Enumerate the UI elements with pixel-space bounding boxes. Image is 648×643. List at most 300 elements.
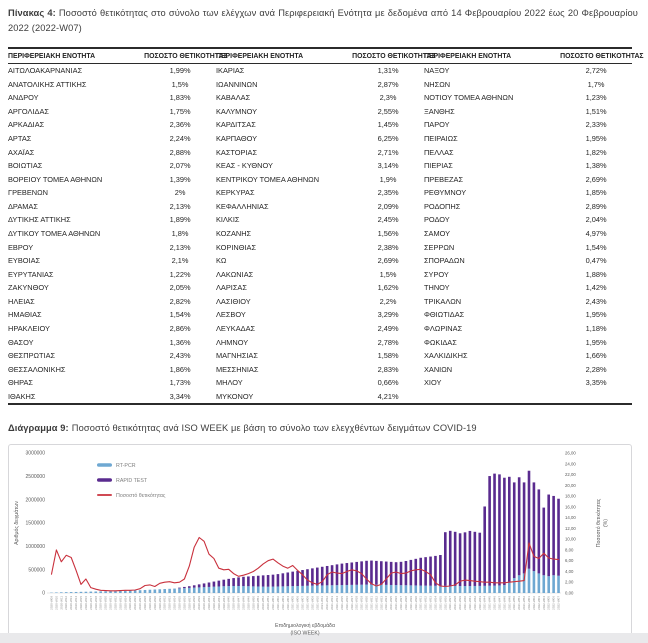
x-tick-label: 2021-W19 xyxy=(359,596,364,611)
bar-rapid-test xyxy=(365,561,368,585)
x-tick-label: 2022-W03 xyxy=(536,596,541,611)
cell-positivity: 1,95% xyxy=(585,310,607,320)
cell-region: ΦΩΚΙΔΑΣ xyxy=(423,337,457,347)
x-tick-label: 2021-W22 xyxy=(374,596,379,611)
x-tick-label: 2021-W37 xyxy=(448,596,453,611)
bar-rt-pcr xyxy=(282,587,285,594)
cell-region: ΑΡΤΑΣ xyxy=(8,133,32,143)
table-row xyxy=(8,390,632,405)
bar-rapid-test xyxy=(257,576,260,587)
cell-region: ΗΡΑΚΛΕΙΟΥ xyxy=(8,324,50,334)
bar-rt-pcr xyxy=(242,587,245,594)
x-tick-label: 2020-W46 xyxy=(231,596,236,611)
x-tick-label: 2021-W07 xyxy=(300,596,305,611)
cell-positivity: 2,04% xyxy=(585,215,607,225)
y-right-axis-title-unit: (%) xyxy=(603,519,609,528)
x-tick-label: 2020-W22 xyxy=(113,596,118,611)
cell-region: ΑΝΔΡΟΥ xyxy=(8,93,39,103)
bar-rapid-test xyxy=(291,572,294,586)
bar-rapid-test xyxy=(375,561,378,585)
cell-positivity: 1,54% xyxy=(169,310,191,320)
cell-region: ΙΩΑΝΝΙΝΩΝ xyxy=(215,79,258,89)
bar-rapid-test xyxy=(198,585,201,588)
bar-rapid-test xyxy=(542,508,545,576)
bar-rapid-test xyxy=(306,570,309,587)
x-tick-label: 2021-W29 xyxy=(408,596,413,611)
bar-rt-pcr xyxy=(218,587,221,594)
cell-region: ΕΥΡΥΤΑΝΙΑΣ xyxy=(8,269,54,279)
cell-positivity: 4,97% xyxy=(585,228,607,238)
y-right-tick-label: 20,00 xyxy=(565,483,576,489)
table-row xyxy=(8,376,632,390)
y-left-tick-label: 0 xyxy=(42,591,45,598)
page-bottom-background xyxy=(0,630,648,643)
table-row xyxy=(8,172,632,186)
x-tick-label: 2021-W20 xyxy=(364,596,369,611)
cell-region: ΧΙΟΥ xyxy=(423,378,442,388)
bar-rt-pcr xyxy=(365,585,368,593)
x-tick-label: 2020-W26 xyxy=(133,596,138,611)
x-tick-label: 2021-W02 xyxy=(275,596,280,611)
bar-rapid-test xyxy=(538,490,541,574)
cell-positivity: 1,39% xyxy=(169,174,191,184)
bar-rapid-test xyxy=(203,584,206,588)
bar-rt-pcr xyxy=(429,586,432,593)
cell-region xyxy=(424,390,560,405)
cell-region: ΚΑΣΤΟΡΙΑΣ xyxy=(215,147,258,157)
cell-region: ΒΟΡΕΙΟΥ ΤΟΜΕΑ ΑΘΗΝΩΝ xyxy=(8,174,103,184)
x-tick-label: 2021-W31 xyxy=(418,596,423,611)
bar-rapid-test xyxy=(429,557,432,586)
x-tick-label: 2020-W36 xyxy=(182,596,187,611)
bar-rapid-test xyxy=(469,531,472,586)
bar-rt-pcr xyxy=(306,586,309,593)
x-tick-label: 2020-W23 xyxy=(118,596,123,611)
cell-positivity: 2,24% xyxy=(169,133,191,143)
cell-region: ΚΑΒΑΛΑΣ xyxy=(215,93,251,103)
cell-positivity: 2,89% xyxy=(585,201,607,211)
bar-rt-pcr xyxy=(267,587,270,593)
bar-rt-pcr xyxy=(213,587,216,593)
bar-rt-pcr xyxy=(538,574,541,594)
bar-rapid-test xyxy=(523,483,526,574)
cell-positivity: 2,88% xyxy=(169,147,191,157)
table-row xyxy=(8,308,632,322)
bar-rt-pcr xyxy=(414,586,417,594)
x-tick-label: 2021-W01 xyxy=(271,596,275,611)
bar-rt-pcr xyxy=(144,590,147,593)
cell-positivity: 1,82% xyxy=(585,147,607,157)
bar-rapid-test xyxy=(518,478,521,576)
cell-positivity: 1,51% xyxy=(585,106,607,116)
bar-rapid-test xyxy=(232,579,235,587)
x-tick-label: 2021-W23 xyxy=(379,596,384,611)
cell-region: ΙΚΑΡΙΑΣ xyxy=(215,66,245,76)
cell-region: ΝΑΞΟΥ xyxy=(423,66,450,76)
bar-rt-pcr xyxy=(301,586,304,593)
bar-rt-pcr xyxy=(178,589,181,594)
cell-region: ΘΕΣΣΑΛΟΝΙΚΗΣ xyxy=(8,364,66,374)
bar-rapid-test xyxy=(213,582,216,587)
cell-region: ΚΙΛΚΙΣ xyxy=(215,215,240,225)
cell-positivity: 2,2% xyxy=(379,296,397,306)
bar-rapid-test xyxy=(286,573,289,587)
x-tick-label: 2020-W28 xyxy=(143,596,147,611)
bar-rapid-test xyxy=(227,579,230,586)
x-tick-label: 2020-W42 xyxy=(211,596,216,611)
x-tick-label: 2020-W16 xyxy=(83,596,88,611)
y-left-tick-label: 2500000 xyxy=(25,474,45,481)
bar-rt-pcr xyxy=(232,586,235,593)
cell-region: ΤΡΙΚΑΛΩΝ xyxy=(423,296,462,306)
bar-rt-pcr xyxy=(469,586,472,593)
x-tick-label: 2020-W34 xyxy=(172,596,177,611)
x-tick-label: 2020-W49 xyxy=(246,596,251,611)
cell-region: ΑΝΑΤΟΛΙΚΗΣ ΑΤΤΙΚΗΣ xyxy=(8,79,87,89)
y-right-tick-label: 6,00 xyxy=(565,558,574,564)
x-tick-label: 2020-W29 xyxy=(147,596,152,611)
cell-positivity: 2,86% xyxy=(169,324,191,334)
cell-region: ΡΟΔΟΠΗΣ xyxy=(423,201,461,211)
cell-region: ΕΥΒΟΙΑΣ xyxy=(8,256,41,266)
cell-positivity: 6,25% xyxy=(377,133,399,143)
x-axis-title: Επιδημιολογική εβδομάδα xyxy=(275,623,335,630)
x-tick-label: 2020-W31 xyxy=(157,596,162,611)
x-tick-label: 2021-W42 xyxy=(472,596,477,611)
cell-region: ΜΕΣΣΗΝΙΑΣ xyxy=(215,364,259,374)
col-header-pct-2: ΠΟΣΟΣΤΟ ΘΕΤΙΚΟΤΗΤΑΣ xyxy=(352,48,424,64)
x-tick-label: 2021-W33 xyxy=(428,596,433,611)
bar-rt-pcr xyxy=(336,586,339,594)
table-row xyxy=(8,159,632,173)
positivity-table xyxy=(8,47,644,405)
cell-region: ΚΑΡΔΙΤΣΑΣ xyxy=(215,120,256,130)
x-tick-label: 2021-W44 xyxy=(482,596,487,611)
x-tick-label: 2021-W03 xyxy=(280,596,285,611)
cell-positivity: 2,72% xyxy=(585,66,607,76)
x-tick-label: 2022-W01 xyxy=(527,596,531,611)
bar-rt-pcr xyxy=(528,569,531,593)
bar-rt-pcr xyxy=(119,591,122,593)
cell-region: ΣΥΡΟΥ xyxy=(423,269,449,279)
bar-rt-pcr xyxy=(405,586,408,594)
x-tick-label: 2021-W45 xyxy=(487,596,492,611)
bar-rapid-test xyxy=(380,562,383,586)
bar-rt-pcr xyxy=(90,592,93,593)
x-tick-label: 2020-W14 xyxy=(74,596,79,611)
cell-region: ΚΕΦΑΛΛΗΝΙΑΣ xyxy=(215,201,269,211)
x-tick-label: 2020-W30 xyxy=(152,596,157,611)
cell-positivity: 1,89% xyxy=(169,215,191,225)
bar-rapid-test xyxy=(346,563,349,585)
col-header-pct-3: ΠΟΣΟΣΤΟ ΘΕΤΙΚΟΤΗΤΑΣ xyxy=(560,48,632,64)
cell-positivity: 2,07% xyxy=(169,161,191,171)
bar-rapid-test xyxy=(444,533,447,587)
bar-rt-pcr xyxy=(80,592,83,593)
bar-rt-pcr xyxy=(286,587,289,594)
bar-rt-pcr xyxy=(168,589,171,593)
bar-rapid-test xyxy=(493,474,496,586)
bar-rt-pcr xyxy=(222,587,225,594)
y-right-tick-label: 2,00 xyxy=(565,580,574,586)
cell-region: ΛΕΥΚΑΔΑΣ xyxy=(215,324,256,334)
x-tick-label: 2020-W12 xyxy=(64,596,69,611)
bar-rapid-test xyxy=(547,495,550,577)
table-row xyxy=(8,63,632,77)
bar-rapid-test xyxy=(410,560,413,585)
bar-rapid-test xyxy=(508,477,511,582)
cell-region: ΡΟΔΟΥ xyxy=(423,215,450,225)
cell-region: ΒΟΙΩΤΙΑΣ xyxy=(8,161,43,171)
y-right-tick-label: 12,00 xyxy=(565,526,576,532)
x-tick-label: 2020-W09 xyxy=(49,596,54,611)
positivity-line xyxy=(52,538,559,591)
x-tick-label: 2022-W07 xyxy=(556,596,561,611)
bar-rt-pcr xyxy=(154,590,157,594)
x-tick-label: 2020-W41 xyxy=(207,596,211,611)
cell-region: ΛΑΡΙΣΑΣ xyxy=(215,283,247,293)
bar-rt-pcr xyxy=(454,586,457,593)
bar-rapid-test xyxy=(478,533,481,586)
cell-region: ΤΗΝΟΥ xyxy=(423,283,450,293)
bar-rt-pcr xyxy=(508,582,511,593)
bar-rapid-test xyxy=(474,532,477,586)
cell-positivity: 1,9% xyxy=(379,174,397,184)
legend-label: RAPID TEST xyxy=(116,478,148,485)
cell-positivity: 1,95% xyxy=(585,337,607,347)
x-tick-label: 2021-W15 xyxy=(339,596,344,611)
y-right-tick-label: 14,00 xyxy=(565,515,576,521)
legend-swatch-positivity-line xyxy=(97,495,112,497)
bar-rt-pcr xyxy=(557,576,560,593)
x-tick-label: 2021-W11 xyxy=(320,596,325,611)
cell-positivity: 2,45% xyxy=(377,215,399,225)
bar-rt-pcr xyxy=(552,576,555,594)
cell-positivity: 1,45% xyxy=(377,120,399,130)
bar-rt-pcr xyxy=(483,586,486,593)
x-tick-label: 2021-W10 xyxy=(315,596,320,611)
col-header-region-3: ΠΕΡΙΦΕΡΕΙΑΚΗ ΕΝΟΤΗΤΑ xyxy=(424,48,560,64)
x-tick-label: 2020-W15 xyxy=(79,596,83,611)
bar-rapid-test xyxy=(385,562,388,585)
bar-rapid-test xyxy=(498,475,501,586)
table-caption-text: Ποσοστό θετικότητας στο σύνολο των ελέγχων ανά Περιφερειακή Ενότητα με δεδομένα από 14 Φεβρουαρίου 2022 έως 20 Φεβρουαρίου 2022 (2022-W07) xyxy=(8,8,638,34)
x-tick-label: 2020-W39 xyxy=(197,596,202,611)
x-tick-label: 2021-W26 xyxy=(394,596,399,611)
bar-rapid-test xyxy=(341,564,344,585)
cell-positivity: 2,69% xyxy=(377,256,399,266)
cell-positivity: 1,95% xyxy=(585,133,607,143)
cell-region: ΦΛΩΡΙΝΑΣ xyxy=(423,324,463,334)
bar-rt-pcr xyxy=(488,586,491,593)
y-left-tick-label: 1500000 xyxy=(25,521,45,528)
bar-rt-pcr xyxy=(188,588,191,593)
bar-rapid-test xyxy=(552,496,555,575)
bar-rapid-test xyxy=(414,559,417,586)
bar-rt-pcr xyxy=(410,586,413,594)
x-tick-label: 2021-W25 xyxy=(389,596,394,611)
cell-positivity: 1,56% xyxy=(377,228,399,238)
cell-positivity: 3,35% xyxy=(585,378,607,388)
cell-positivity: 2% xyxy=(174,188,186,198)
x-axis-title-unit: (ISO WEEK) xyxy=(290,630,320,637)
bar-rt-pcr xyxy=(227,587,230,594)
bar-rapid-test xyxy=(395,563,398,586)
bar-rapid-test xyxy=(419,558,422,586)
table-row xyxy=(8,267,632,281)
bar-rt-pcr xyxy=(75,592,78,593)
cell-region: ΧΑΝΙΩΝ xyxy=(423,364,453,374)
x-tick-label: 2022-W06 xyxy=(551,596,556,611)
bar-rt-pcr xyxy=(321,586,324,594)
bar-rt-pcr xyxy=(163,589,166,593)
cell-positivity: 1,88% xyxy=(585,269,607,279)
cell-positivity: 2,43% xyxy=(169,351,191,361)
x-tick-label: 2021-W05 xyxy=(290,596,295,611)
bar-rt-pcr xyxy=(474,586,477,593)
bar-rapid-test xyxy=(350,563,353,585)
bar-rapid-test xyxy=(301,570,304,586)
x-tick-label: 2021-W36 xyxy=(443,596,448,611)
x-tick-label: 2020-W35 xyxy=(177,596,182,611)
x-tick-label: 2020-W38 xyxy=(192,596,197,611)
x-tick-label: 2021-W41 xyxy=(467,596,472,611)
cell-positivity: 1,75% xyxy=(169,106,191,116)
x-tick-label: 2021-W34 xyxy=(433,596,438,611)
table-row xyxy=(8,227,632,241)
table-row xyxy=(8,132,632,146)
cell-region: ΑΙΤΩΛΟΑΚΑΡΝΑΝΙΑΣ xyxy=(8,66,83,76)
cell-positivity: 0,66% xyxy=(377,378,399,388)
cell-region: ΜΥΚΟΝΟΥ xyxy=(215,391,254,401)
x-tick-label: 2021-W08 xyxy=(305,596,310,611)
cell-positivity: 1,54% xyxy=(585,242,607,252)
cell-positivity: 2,49% xyxy=(377,324,399,334)
bar-rt-pcr xyxy=(296,586,299,593)
col-header-region-1: ΠΕΡΙΦΕΡΕΙΑΚΗ ΕΝΟΤΗΤΑ xyxy=(8,48,144,64)
bar-rt-pcr xyxy=(478,586,481,593)
cell-region: ΚΩ xyxy=(215,256,227,266)
bar-rapid-test xyxy=(459,534,462,587)
cell-region: ΣΑΜΟΥ xyxy=(423,228,451,238)
bar-rapid-test xyxy=(464,533,467,587)
bar-rt-pcr xyxy=(498,586,501,594)
bar-rt-pcr xyxy=(311,586,314,593)
legend-swatch-rapid-test xyxy=(97,479,112,483)
cell-positivity: 2,78% xyxy=(377,337,399,347)
bar-rt-pcr xyxy=(518,576,521,594)
table-row xyxy=(8,199,632,213)
cell-region: ΠΕΙΡΑΙΩΣ xyxy=(423,133,458,143)
bar-rapid-test xyxy=(222,580,225,587)
bar-rt-pcr xyxy=(341,586,344,594)
bar-rt-pcr xyxy=(370,585,373,593)
cell-positivity: 1,58% xyxy=(377,351,399,361)
cell-region: ΛΗΜΝΟΥ xyxy=(215,337,249,347)
table-row xyxy=(8,254,632,268)
cell-positivity: 2,43% xyxy=(585,296,607,306)
cell-region: ΑΡΚΑΔΙΑΣ xyxy=(8,120,45,130)
cell-region: ΔΥΤΙΚΟΥ ΤΟΜΕΑ ΑΘΗΝΩΝ xyxy=(8,228,101,238)
cell-positivity: 2,69% xyxy=(585,174,607,184)
cell-region: ΚΕΑΣ - ΚΥΘΝΟΥ xyxy=(215,161,273,171)
bar-rapid-test xyxy=(454,532,457,586)
x-tick-label: 2021-W40 xyxy=(463,596,467,611)
bar-rt-pcr xyxy=(439,586,442,593)
bar-rt-pcr xyxy=(65,593,68,594)
bar-rt-pcr xyxy=(459,586,462,593)
cell-region: ΗΜΑΘΙΑΣ xyxy=(8,310,42,320)
cell-region: ΗΛΕΙΑΣ xyxy=(8,296,35,306)
y-right-tick-label: 0,00 xyxy=(565,590,574,596)
bar-rt-pcr xyxy=(291,587,294,594)
y-right-tick-label: 8,00 xyxy=(565,547,574,553)
table-row xyxy=(8,335,632,349)
bar-rt-pcr xyxy=(277,587,280,594)
bar-rapid-test xyxy=(237,578,240,587)
cell-region: ΚΟΡΙΝΘΙΑΣ xyxy=(215,242,257,252)
bar-rt-pcr xyxy=(316,586,319,593)
table-row xyxy=(8,145,632,159)
bar-rt-pcr xyxy=(533,572,536,594)
bar-rt-pcr xyxy=(449,586,452,593)
cell-region: ΜΗΛΟΥ xyxy=(215,378,243,388)
cell-region: ΘΑΣΟΥ xyxy=(8,337,34,347)
bar-rt-pcr xyxy=(390,585,393,593)
cell-region: ΚΕΡΚΥΡΑΣ xyxy=(215,188,255,198)
legend-label: Ποσοστό θετικότητας xyxy=(116,493,166,500)
bar-rt-pcr xyxy=(237,586,240,593)
cell-region: ΚΟΖΑΝΗΣ xyxy=(215,228,252,238)
x-tick-label: 2021-W47 xyxy=(497,596,502,611)
x-tick-label: 2020-W44 xyxy=(221,596,226,611)
y-left-tick-label: 500000 xyxy=(28,567,45,574)
bar-rapid-test xyxy=(483,507,486,586)
bar-rapid-test xyxy=(208,583,211,587)
cell-region: ΝΟΤΙΟΥ ΤΟΜΕΑ ΑΘΗΝΩΝ xyxy=(423,93,514,103)
bar-rt-pcr xyxy=(104,592,107,594)
bar-rt-pcr xyxy=(542,576,545,594)
bar-rt-pcr xyxy=(385,585,388,593)
bar-rt-pcr xyxy=(129,591,132,593)
cell-region: ΛΑΚΩΝΙΑΣ xyxy=(215,269,254,279)
x-tick-label: 2020-W25 xyxy=(128,596,133,611)
bar-rapid-test xyxy=(183,587,186,588)
bar-rapid-test xyxy=(218,581,221,587)
bar-rapid-test xyxy=(533,483,536,572)
cell-region: ΘΕΣΠΡΩΤΙΑΣ xyxy=(8,351,56,361)
cell-positivity: 1,18% xyxy=(585,324,607,334)
cell-region: ΑΡΓΟΛΙΔΑΣ xyxy=(8,106,49,116)
table-caption-label: Πίνακας 4: xyxy=(8,8,56,18)
bar-rt-pcr xyxy=(350,585,353,593)
y-left-tick-label: 2000000 xyxy=(25,497,45,504)
cell-positivity: 1,85% xyxy=(585,188,607,198)
x-tick-label: 2022-W04 xyxy=(541,596,546,611)
x-tick-label: 2020-W43 xyxy=(216,596,221,611)
cell-positivity: 1,83% xyxy=(169,93,191,103)
bar-rt-pcr xyxy=(193,588,196,593)
legend-swatch-rt-pcr xyxy=(97,464,112,468)
bar-rapid-test xyxy=(557,499,560,576)
cell-positivity: 1,8% xyxy=(171,228,189,238)
x-tick-label: 2021-W49 xyxy=(507,596,512,611)
y-left-tick-label: 1000000 xyxy=(25,544,45,551)
x-tick-label: 2021-W32 xyxy=(423,596,428,611)
cell-positivity: 1,66% xyxy=(585,351,607,361)
cell-positivity: 0,47% xyxy=(585,256,607,266)
cell-positivity: 2,38% xyxy=(377,242,399,252)
